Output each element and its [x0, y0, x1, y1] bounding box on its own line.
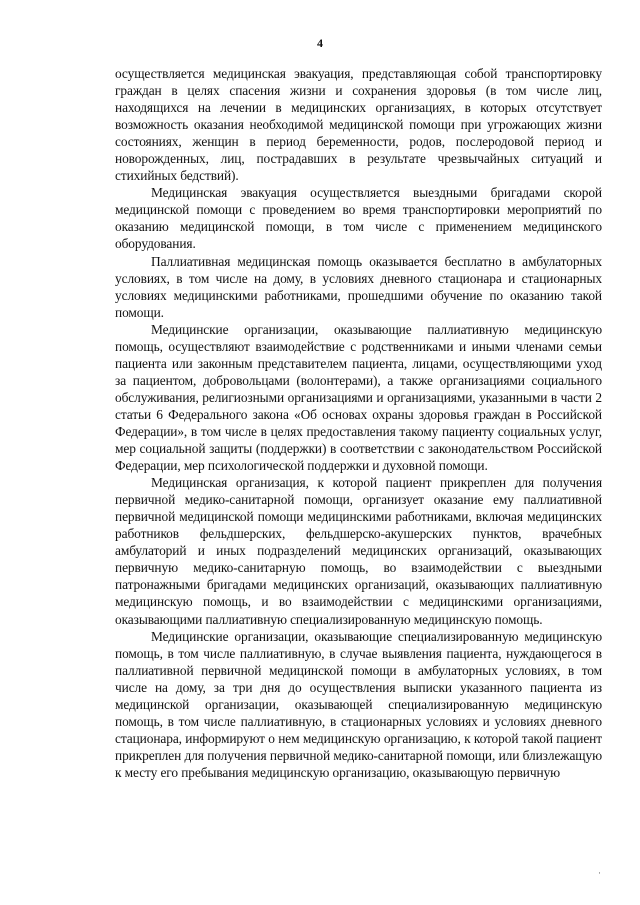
document-body [115, 65, 602, 781]
paragraph-palliative-organizations: Медицинские организации, оказывающие паллиативную медицинскую помощь, осуществляют взаимодействие с родственниками и иными членами семьи пациента или законным представителем пациента, лицами, осуществляющими уход за пациентом, добровольцами (волонтерами), а также организациями социального обслуживания, религиозными организациями и организациями, указанными в части 2 статьи 6 Федерального закона «Об основах охраны здоровья граждан в Российской Федерации», в том числе в целях предоставления такому пациенту социальных услуг, мер социальной защиты (поддержки) в соответствии с законодательством Российской Федерации, мер психологической поддержки и духовной помощи. [115, 321, 602, 474]
paragraph-evacuation: Медицинская эвакуация осуществляется выездными бригадами скорой медицинской помощи с проведением во время транспортировки мероприятий по оказанию медицинской помощи, в том числе с применением медицинского оборудования. [115, 185, 602, 252]
paragraph-palliative-care: Паллиативная медицинская помощь оказывается бесплатно в амбулаторных условиях, в том числе на дому, в условиях дневного стационара и стационарных условиях медицинскими работниками, прошедшими обучение по оказанию такой помощи. [115, 253, 602, 320]
scan-mark: · [598, 868, 601, 878]
paragraph-continuation: осуществляется медицинская эвакуация, представляющая собой транспортировку граждан в целях спасения жизни и сохранения здоровья (в том числе лиц, находящихся на лечении в медицинских организациях, в которых отсутствует возможность оказания необходимой медицинской помощи при угрожающих жизни состояниях, женщин в период беременности, родов, послеродовой период и новорожденных, лиц, пострадавших в результате чрезвычайных ситуаций и стихийных бедствий). [115, 66, 602, 184]
paragraph-primary-care-organization: Медицинская организация, к которой пациент прикреплен для получения первичной медико-санитарной помощи, организует оказание ему паллиативной первичной медицинской помощи медицинскими работниками, включая медицинских работников фельдшерских, фельдшерско-акушерских пунктов, врачебных амбулаторий и иных подразделений медицинских организаций, оказывающих первичную медико-санитарную помощь, во взаимодействии с выездными патронажными бригадами медицинских организаций, оказывающих паллиативную медицинскую помощь, и во взаимодействии с медицинскими организациями, оказывающими паллиативную специализированную медицинскую помощь. [115, 475, 602, 627]
paragraph-specialized-care: Медицинские организации, оказывающие специализированную медицинскую помощь, в том числе паллиативную, в случае выявления пациента, нуждающегося в паллиативной первичной медицинской помощи в амбулаторных условиях, в том числе на дому, за три дня до осуществления выписки указанного пациента из медицинской организации, оказывающей специализированную медицинскую помощь, в том числе паллиативную, в стационарных условиях и условиях дневного стационара, информируют о нем медицинскую организацию, к которой такой пациент прикреплен для получения первичной медико-санитарной помощи, или близлежащую к месту его пребывания медицинскую организацию, оказывающую первичную [115, 628, 602, 780]
page-number: 4 [317, 36, 323, 50]
